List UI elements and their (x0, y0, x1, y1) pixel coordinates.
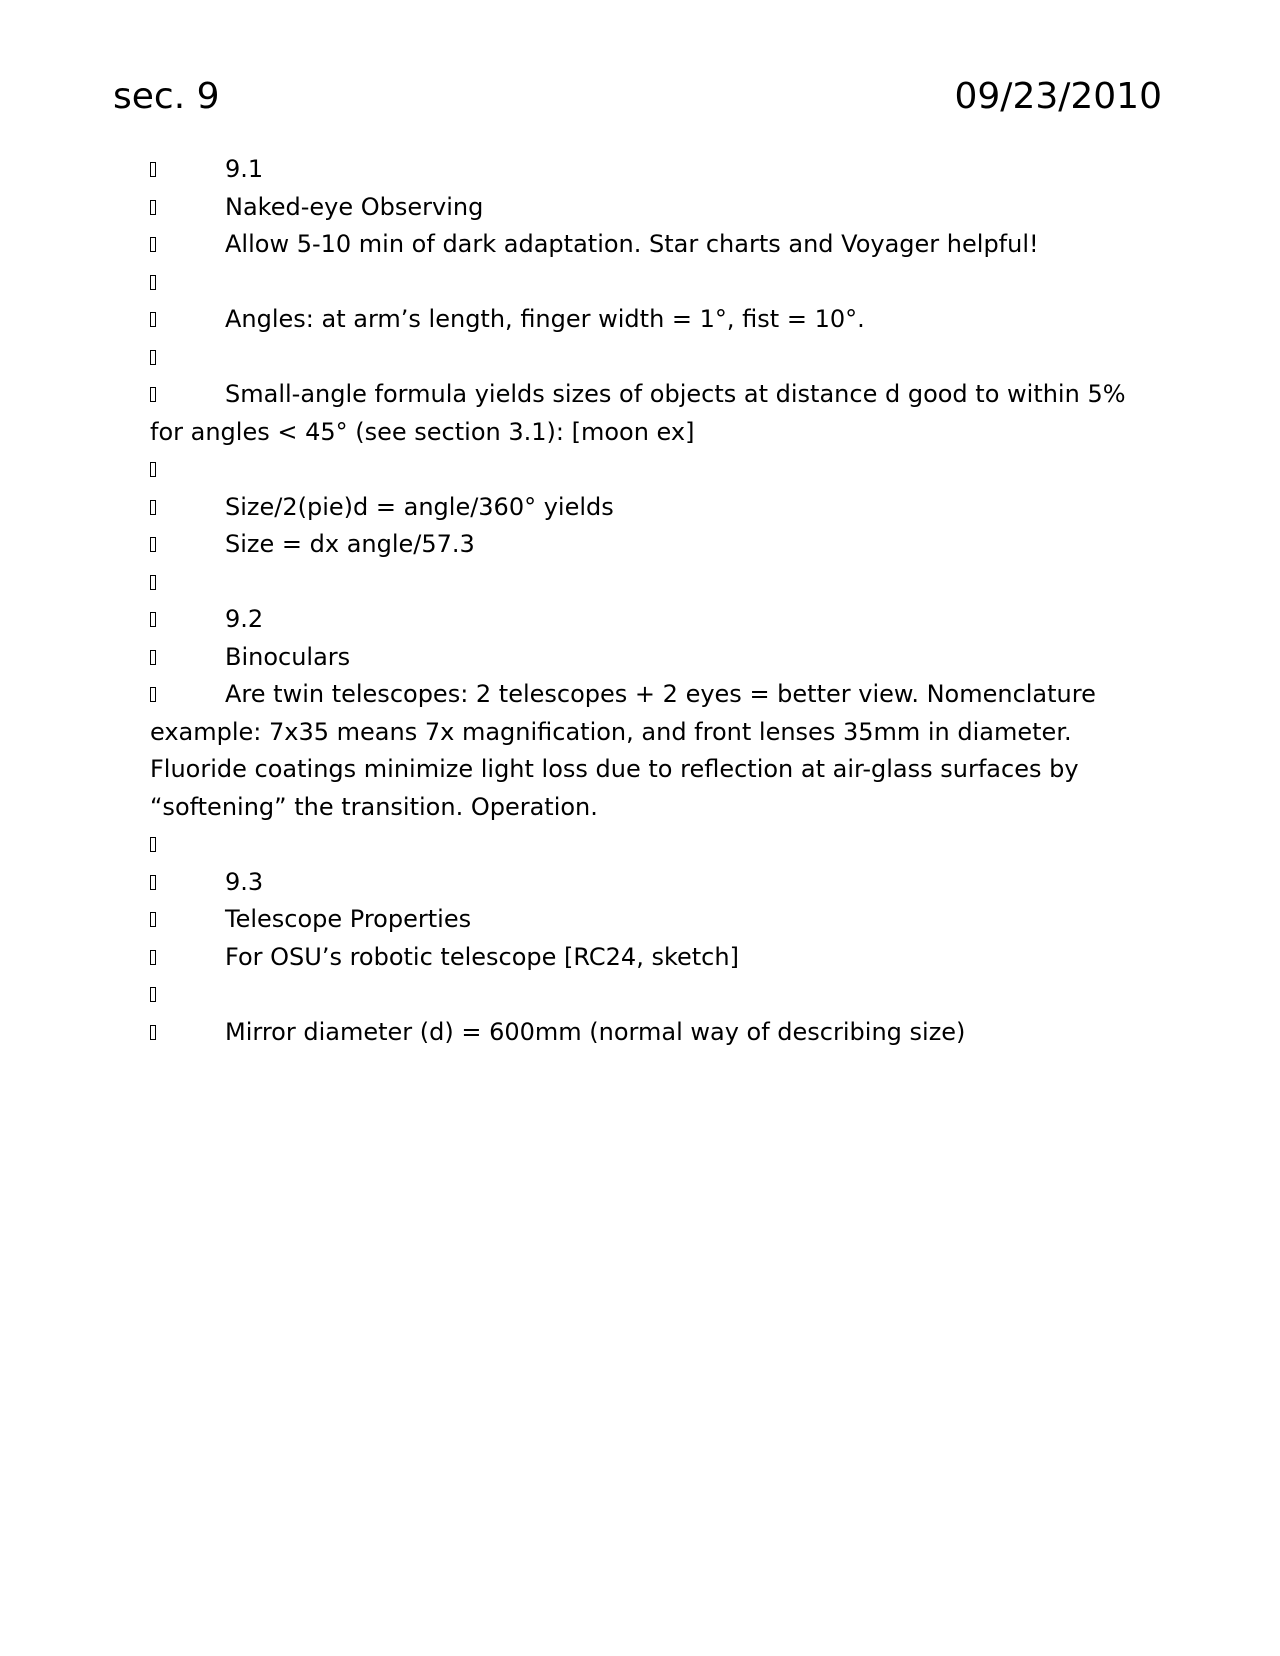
bullet-icon (150, 226, 164, 264)
bullet-icon (150, 526, 164, 564)
date-label: 09/23/2010 (954, 76, 1162, 117)
list-item (150, 451, 1140, 489)
list-item (150, 826, 1140, 864)
list-item (150, 864, 1140, 902)
note-text: Telescope Properties (225, 905, 472, 933)
list-item (150, 976, 1140, 1014)
bullet-icon (150, 376, 164, 414)
bullet-icon (150, 489, 164, 527)
list-item (150, 189, 1140, 227)
list-item (150, 601, 1140, 639)
note-text: 9.2 (225, 605, 264, 633)
notes-list (150, 151, 1140, 1051)
list-item (150, 901, 1140, 939)
note-text: 9.3 (225, 867, 264, 896)
note-text: Naked-eye Observing (225, 192, 484, 221)
list-item (150, 639, 1140, 677)
bullet-icon (150, 451, 164, 489)
list-item (150, 676, 1140, 826)
list-item (150, 339, 1140, 377)
bullet-icon (150, 639, 164, 677)
bullet-icon (150, 151, 164, 189)
note-text: Allow 5-10 min of dark adaptation. Star charts and Voyager helpful! (225, 230, 1039, 258)
list-item (150, 526, 1140, 564)
note-text: Small-angle formula yields sizes of objects at distance d good to within 5% for angles < 45° (see section 3.1): [moon ex] (150, 380, 1126, 446)
note-text: For OSU’s robotic telescope [RC24, sketch] (225, 942, 739, 971)
bullet-icon (150, 826, 164, 864)
list-item (150, 264, 1140, 302)
page-header (113, 72, 1162, 122)
bullet-icon (150, 264, 164, 302)
bullet-icon (150, 564, 164, 602)
list-item (150, 301, 1140, 339)
list-item (150, 1014, 1140, 1052)
bullet-icon (150, 864, 164, 902)
section-label: sec. 9 (113, 76, 220, 117)
list-item (150, 226, 1140, 264)
bullet-icon (150, 189, 164, 227)
bullet-icon (150, 901, 164, 939)
note-text: Binoculars (225, 642, 351, 671)
list-item (150, 939, 1140, 977)
note-text: 9.1 (225, 155, 264, 183)
note-text: Are twin telescopes: 2 telescopes + 2 eyes = better view. Nomenclature example: 7x35 means 7x magnification, and front lenses 35mm in diameter. Fluoride coatings minimize light loss due to reflection at air-glass surfaces by “softening” the transition. Operation. (150, 680, 1096, 821)
note-text: Angles: at arm’s length, finger width = 1°, fist = 10°. (225, 305, 865, 333)
list-item (150, 376, 1140, 451)
bullet-icon (150, 939, 164, 977)
bullet-icon (150, 601, 164, 639)
list-item (150, 489, 1140, 527)
list-item (150, 151, 1140, 189)
note-text: Size = dx angle/57.3 (225, 530, 475, 558)
bullet-icon (150, 301, 164, 339)
bullet-icon (150, 976, 164, 1014)
list-item (150, 564, 1140, 602)
bullet-icon (150, 339, 164, 377)
bullet-icon (150, 676, 164, 714)
note-text: Mirror diameter (d) = 600mm (normal way of describing size) (225, 1017, 966, 1046)
bullet-icon (150, 1014, 164, 1052)
note-text: Size/2(pie)d = angle/360° yields (225, 492, 614, 521)
